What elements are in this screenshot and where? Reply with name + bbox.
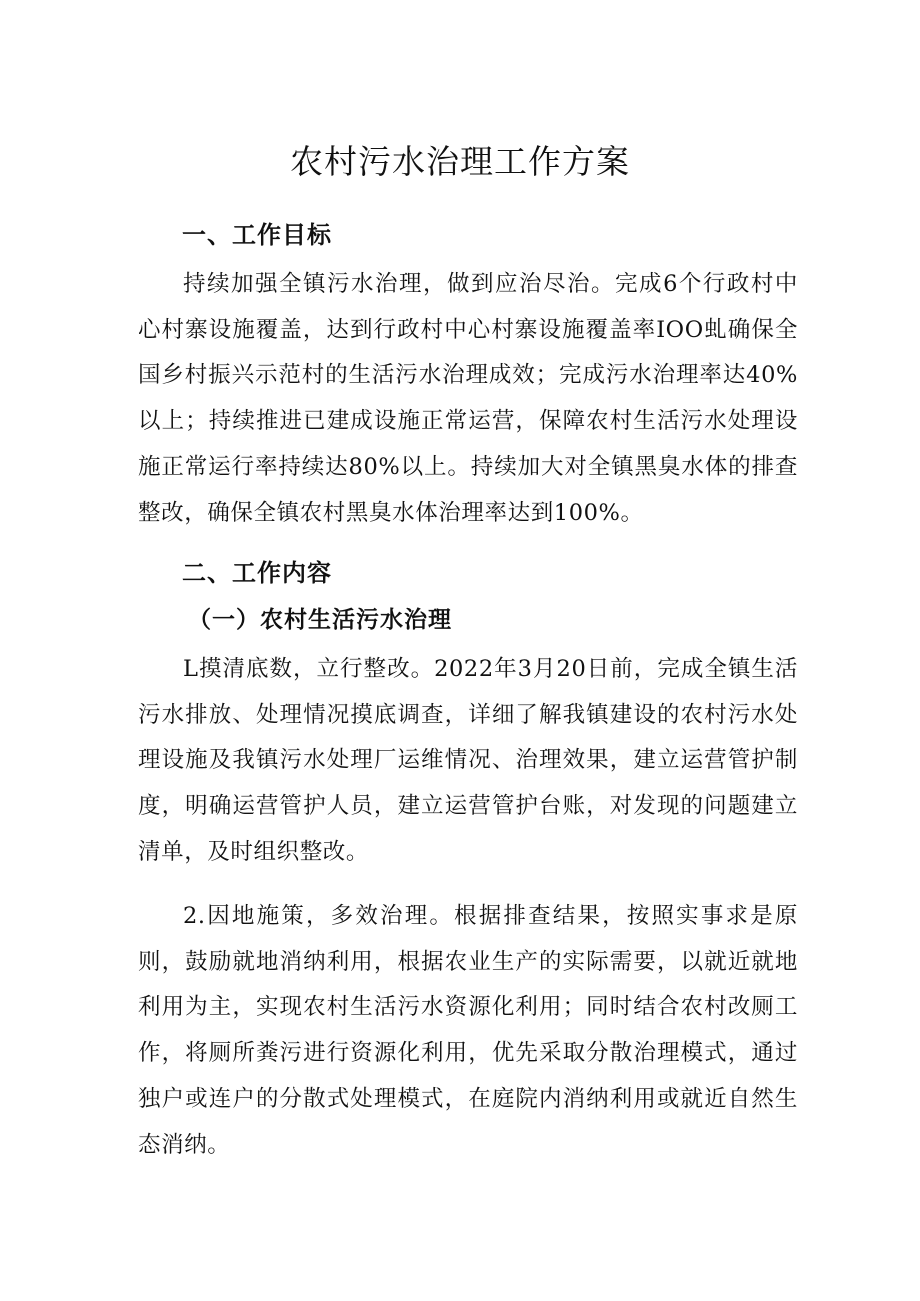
section-heading-goals: 一、工作目标 xyxy=(182,221,332,249)
document-title: 农村污水治理工作方案 xyxy=(290,142,630,181)
paragraph-item-2: 2.因地施策，多效治理。根据排查结果，按照实事求是原则，鼓励就地消纳利用，根据农业生产的实际需要，以就近就地利用为主，实现农村生活污水资源化利用；同时结合农村改厕工作，将厕所粪污进行资源化利用，优先采取分散治理模式，通过独户或连户的分散式处理模式，在庭院内消纳利用或就近自然生态消纳。 xyxy=(138,903,798,1158)
paragraph-goals: 持续加强全镇污水治理，做到应治尽治。完成6个行政村中心村寨设施覆盖，达到行政村中心村寨设施覆盖率IOO虬确保全国乡村振兴示范村的生活污水治理成效；完成污水治理率达40%以上；持续推进已建成设施正常运营，保障农村生活污水处理设施正常运行率持续达80%以上。持续加大对全镇黑臭水体的排查整改，确保全镇农村黑臭水体治理率达到100%。 xyxy=(138,271,798,526)
paragraph-item-1: L摸清底数，立行整改。2022年3月20日前，完成全镇生活污水排放、处理情况摸底调查，详细了解我镇建设的农村污水处理设施及我镇污水处理厂运维情况、治理效果，建立运营管护制度，明确运营管护人员，建立运营管护台账，对发现的问题建立清单，及时组织整改。 xyxy=(138,656,798,865)
section-heading-content: 二、工作内容 xyxy=(182,559,332,587)
subsection-heading-rural-sewage: （一）农村生活污水治理 xyxy=(188,606,452,633)
